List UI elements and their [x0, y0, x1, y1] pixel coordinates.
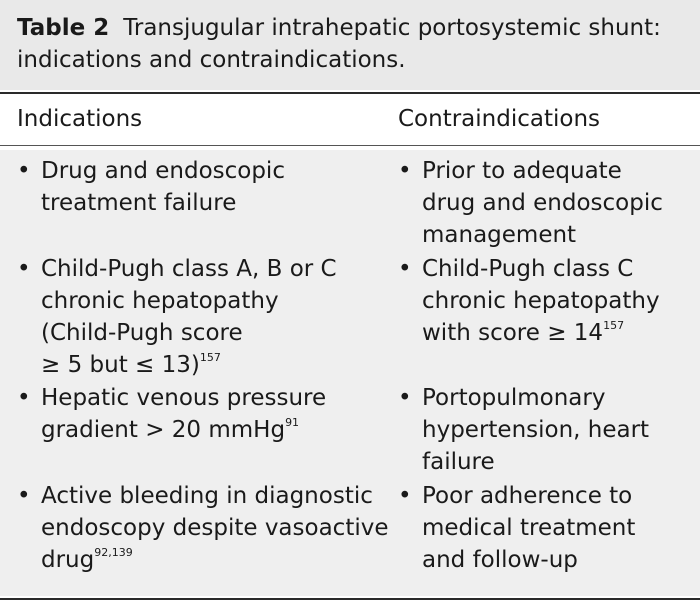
header-contraindications: Contraindications [398, 106, 601, 132]
header-rule [0, 145, 700, 146]
bullet: • [398, 256, 412, 282]
caption-title-line-2: indications and contraindications. [17, 47, 406, 73]
indication-line: endoscopy despite vasoactive [41, 515, 389, 541]
contraindication-line: Portopulmonary [422, 385, 606, 411]
contraindication-item [398, 480, 635, 576]
bullet: • [398, 385, 412, 411]
contraindication-line: Child-Pugh class C [422, 256, 634, 282]
indication-line-with-ref [17, 544, 389, 576]
bullet: • [17, 158, 31, 184]
header-indications: Indications [17, 106, 143, 132]
indication-line: Drug and endoscopic [41, 158, 285, 184]
contraindication-line: medical treatment [422, 515, 636, 541]
reference-superscript: 91 [285, 416, 300, 430]
caption-label: Table 2 [17, 15, 110, 41]
contraindication-line: hypertension, heart [422, 417, 650, 443]
bullet: • [17, 483, 31, 509]
bottom-rule [0, 598, 700, 600]
indication-line: Child-Pugh class A, B or C [41, 256, 337, 282]
indication-item [17, 480, 389, 576]
indication-line: Active bleeding in diagnostic [41, 483, 373, 509]
contraindication-item [398, 382, 649, 478]
indication-item [17, 253, 337, 381]
indication-line: Hepatic venous pressure [41, 385, 327, 411]
indication-line-with-ref [17, 349, 337, 381]
caption-title-line-1: Transjugular intrahepatic portosystemic shunt: [123, 15, 661, 41]
indication-item [17, 155, 285, 219]
indication-line: (Child-Pugh score [41, 320, 243, 346]
indication-line: ≥ 5 but ≤ 13) [41, 352, 200, 378]
bullet: • [398, 158, 412, 184]
indication-line: chronic hepatopathy [41, 288, 279, 314]
reference-superscript: 157 [603, 319, 625, 333]
bullet: • [17, 385, 31, 411]
indication-line: drug [41, 547, 95, 573]
contraindication-line: management [422, 222, 577, 248]
contraindication-line: and follow-up [422, 547, 578, 573]
contraindication-line-with-ref [398, 317, 660, 349]
bullet: • [398, 483, 412, 509]
contraindication-line: with score ≥ 14 [422, 320, 604, 346]
indication-line: gradient > 20 mmHg [41, 417, 286, 443]
contraindication-line: failure [422, 449, 495, 475]
indication-item [17, 382, 326, 446]
indication-line-with-ref [17, 414, 326, 446]
contraindication-item [398, 253, 660, 349]
contraindication-line: Poor adherence to [422, 483, 633, 509]
contraindication-item [398, 155, 663, 251]
contraindication-line: chronic hepatopathy [422, 288, 660, 314]
caption-line-1 [17, 12, 700, 44]
indication-line: treatment failure [41, 190, 237, 216]
top-rule [0, 92, 700, 94]
bullet: • [17, 256, 31, 282]
reference-superscript: 157 [199, 351, 221, 365]
contraindication-line: Prior to adequate [422, 158, 622, 184]
contraindication-line: drug and endoscopic [422, 190, 663, 216]
table-caption [0, 0, 700, 90]
reference-superscript: 92,139 [94, 546, 133, 560]
